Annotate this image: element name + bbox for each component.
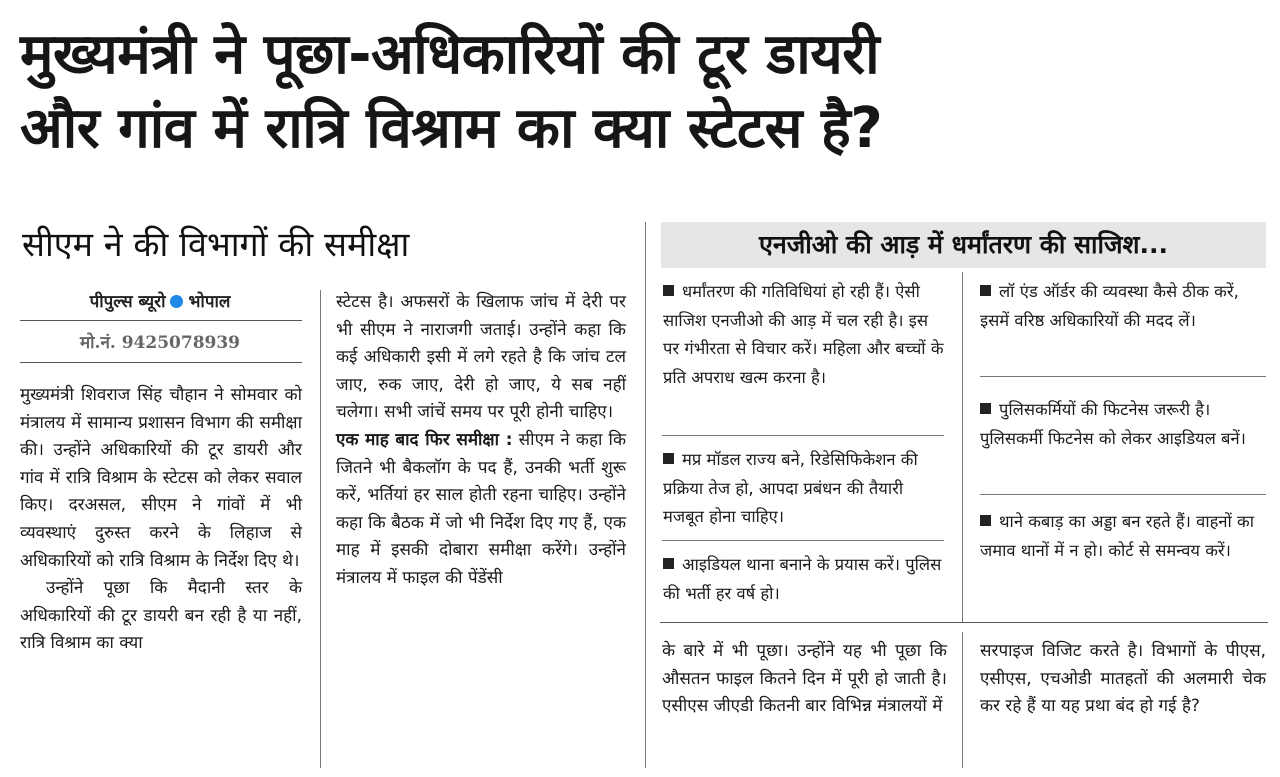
sidebar-bullet-item: पुलिसकर्मियों की फिटनेस जरूरी है। पुलिसकर्मी फिटनेस को लेकर आइडियल बनें। [980,400,1246,448]
sidebar-bullet-item: मप्र मॉडल राज्य बने, रिडेसिफिकेशन की प्रक्रिया तेज हो, आपदा प्रबंधन की तैयारी मजबूत होना चाहिए। [663,450,918,526]
byline-divider [20,320,302,321]
article-column-2 [336,289,626,593]
byline-bureau: पीपुल्स ब्यूरो [89,292,166,312]
article-column-1 [20,382,302,658]
byline-mobile: मो.नं. 9425078939 [79,333,241,353]
sidebar-bullet-item: आइडियल थाना बनाने के प्रयास करें। पुलिस की भर्ती हर वर्ष हो। [663,555,942,603]
square-bullet-icon [980,515,991,526]
sidebar-bullet-item: थाने कबाड़ का अड्डा बन रहते हैं। वाहनों का जमाव थानों में न हो। कोर्ट से समन्वय करें। [980,512,1254,560]
article-paragraph: स्टेटस है। अफसरों के खिलाफ जांच में देरी पर भी सीएम ने नाराजगी जताई। उन्होंने कहा कि कई अधिकारी इसी में लगे रहते है कि जांच टल जाए, रुक जाए, देरी हो जाए, ये सब नहीं चलेगा। सभी जांचें समय पर पूरी होनी चाहिए। [336,292,626,423]
bullet-divider [662,540,944,541]
sidebar-divider [962,272,963,622]
byline-divider-bottom [20,362,302,363]
bullet-divider [980,376,1266,377]
article-paragraph: सीएम ने कहा कि जितने भी बैकलॉग के पद हैं, उनकी भर्ती शुरू करें, भर्तियां हर साल होती रहना चाहिए। उन्होंने कहा कि बैठक में जो भी निर्देश दिए गए हैं, एक माह में इसकी दोबारा समीक्षा करेंगे। उन्होंने मंत्रालय में फाइल की पेंडेंसी [336,429,627,588]
square-bullet-icon [663,285,674,296]
column-divider [320,290,321,768]
article-column-4 [980,638,1266,721]
sidebar-bullet-item: धर्मांतरण की गतिविधियां हो रही हैं। ऐसी साजिश एनजीओ की आड़ में चल रही है। इस पर गंभीरता से विचार करें। महिला और बच्चों के प्रति अपराध खत्म करना है। [663,282,944,387]
headline [20,18,1270,166]
column-divider [962,632,963,768]
headline-line-2: और गांव में रात्रि विश्राम का क्या स्टेटस है? [20,96,883,161]
sidebar-bullet-item: लॉ एंड ऑर्डर की व्यवस्था कैसे ठीक करें, इसमें वरिष्ठ अधिकारियों की मदद लें। [980,282,1239,330]
square-bullet-icon [663,453,674,464]
bullet-divider [980,494,1266,495]
article-paragraph: मुख्यमंत्री शिवराज सिंह चौहान ने सोमवार को मंत्रालय में सामान्य प्रशासन विभाग की समीक्षा की। उन्होंने अधिकारियों की टूर डायरी और गांव में रात्रि विश्राम के स्टेटस को लेकर सवाल किए। दरअसल, सीएम ने गांवों में भी व्यवस्थाएं दुरुस्त करने के लिहाज से अधिकारियों को रात्रि विश्राम के निर्देश दिए थे। [20,385,302,571]
square-bullet-icon [980,403,991,414]
bullet-divider [662,435,944,436]
byline-city: भोपाल [188,292,231,312]
article-paragraph: उन्होंने पूछा कि मैदानी स्तर के अधिकारियों की टूर डायरी बन रही है या नहीं, रात्रि विश्राम का क्या [20,578,302,654]
article-paragraph: सरपाइज विजिट करते है। विभागों के पीएस, एसीएस, एचओडी मातहतों की अलमारी चेक कर रहे हैं या यह प्रथा बंद हो गई है? [980,641,1266,717]
sidebar-bottom-rule [660,622,1268,623]
byline [20,290,300,314]
article-column-3 [662,638,947,721]
square-bullet-icon [980,285,991,296]
article-paragraph: के बारे में भी पूछा। उन्होंने यह भी पूछा कि औसतन फाइल कितने दिन में पूरी हो जाती है। एसीएस जीएडी कितनी बार विभिन्न मंत्रालयों में [662,641,947,717]
subheadline: सीएम ने की विभागों की समीक्षा [22,225,410,265]
column-divider [645,222,646,768]
section-subhead: एक माह बाद फिर समीक्षा : [336,429,513,450]
sidebar-title: एनजीओ की आड़ में धर्मांतरण की साजिश... [661,222,1266,268]
square-bullet-icon [663,558,674,569]
headline-line-1: मुख्यमंत्री ने पूछा-अधिकारियों की टूर डायरी [20,22,880,87]
bullet-dot-icon [170,295,183,308]
